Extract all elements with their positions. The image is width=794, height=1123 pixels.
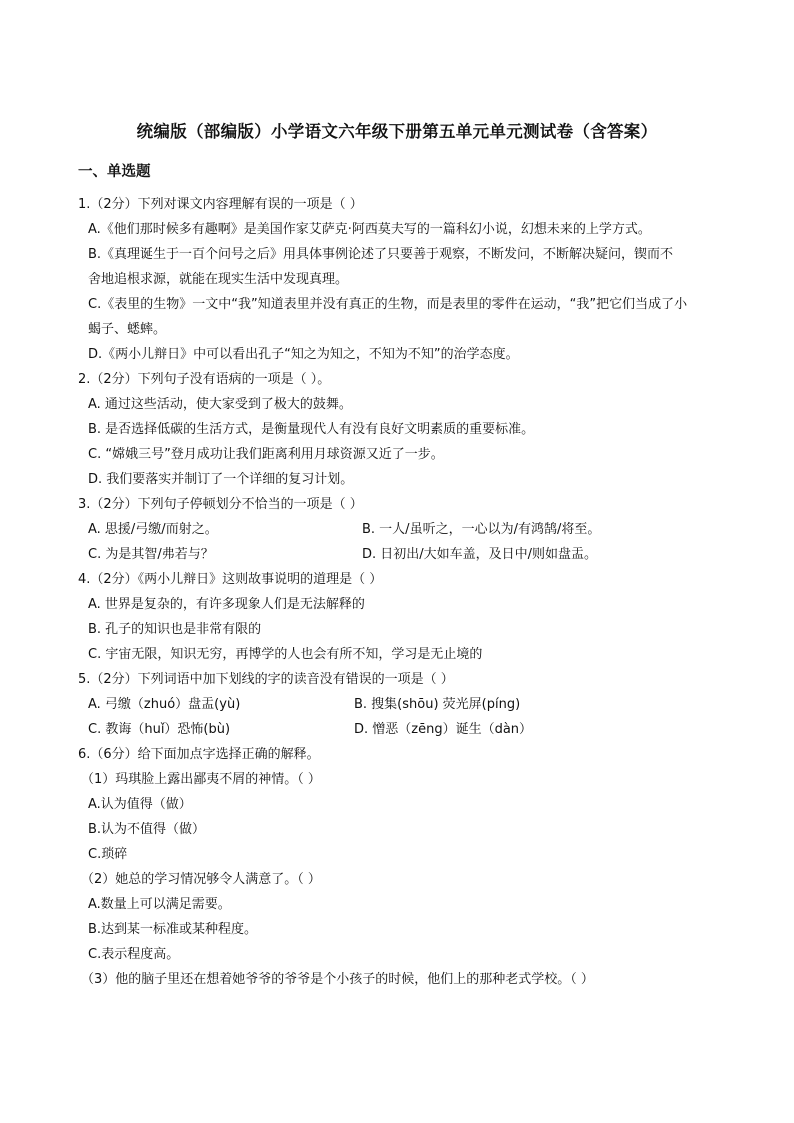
question-5-option-b: B. 搜集(shōu) 荧光屏(píng) [354,697,521,712]
question-1-option-b-continued: 舍地追根求源，就能在现实生活中发现真理。 [88,272,349,287]
question-3-stem: 3.（2分）下列句子停顿划分不恰当的一项是（ ） [78,497,363,512]
question-1-option-d: D.《两小儿辩日》中可以看出孔子“知之为知之，不知为不知”的治学态度。 [88,347,519,362]
question-6-stem: 6.（6分）给下面加点字选择正确的解释。 [78,747,320,762]
section-heading: 一、单选题 [78,164,151,180]
question-4-option-c: C. 宇宙无限，知识无穷，再博学的人也会有所不知，学习是无止境的 [88,647,483,662]
question-6-sub-1: （1）玛琪脸上露出鄙夷不屑的神情。（ ） [81,772,321,787]
question-2-option-b: B. 是否选择低碳的生活方式，是衡量现代人有没有良好文明素质的重要标准。 [88,422,535,437]
question-4-stem: 4.（2分）《两小儿辩日》这则故事说明的道理是（ ） [78,572,383,587]
question-5-options-row-2 [78,717,718,742]
question-1-option-b: B.《真理诞生于一百个问号之后》用具体事例论述了只要善于观察，不断发问，不断解决疑问，锲而不 [88,247,674,262]
question-2-option-c: C. “嫦娥三号”登月成功让我们距离利用月球资源又近了一步。 [88,447,444,462]
question-1-option-a: A.《他们那时候多有趣啊》是美国作家艾萨克·阿西莫夫写的一篇科幻小说，幻想未来的上学方式。 [88,222,651,237]
question-3-option-c: C. 为是其智/弗若与？ [88,547,214,562]
question-5-option-a: A. 弓缴（zhuó）盘盂(yù) [88,697,241,712]
question-3-options-row-2 [78,542,718,567]
question-2-option-d: D. 我们要落实并制订了一个详细的复习计划。 [88,472,354,487]
question-6-sub-1-option-c: C.琐碎 [88,847,128,862]
question-6-sub-2-option-a: A.数量上可以满足需要。 [88,897,231,912]
question-4-option-a: A. 世界是复杂的，有许多现象人们是无法解释的 [88,597,365,612]
question-6-sub-2-option-c: C.表示程度高。 [88,947,180,962]
question-4-option-b: B. 孔子的知识也是非常有限的 [88,622,262,637]
question-6-sub-2: （2）她总的学习情况够令人满意了。（ ） [81,872,321,887]
question-1-stem: 1.（2分）下列对课文内容理解有误的一项是（ ） [78,197,363,212]
question-5-options-row-1 [78,692,718,717]
question-2-option-a: A. 通过这些活动，使大家受到了极大的鼓舞。 [88,397,352,412]
question-5-stem: 5.（2分）下列词语中加下划线的字的读音没有错误的一项是（ ） [78,672,454,687]
question-6-sub-3: （3）他的脑子里还在想着她爷爷的爷爷是个小孩子的时候，他们上的那种老式学校。（ ） [81,972,594,987]
question-6-sub-1-option-b: B.认为不值得（做） [88,822,206,837]
question-3-options-row-1 [78,517,718,542]
question-1-option-c-continued: 蝎子、蟋蟀。 [88,322,167,337]
question-5-option-d: D. 憎恶（zēng）诞生（dàn） [354,722,533,737]
document-title: 统编版（部编版）小学语文六年级下册第五单元单元测试卷（含答案） [136,122,658,141]
question-3-option-b: B. 一人/虽听之，一心以为/有鸿鹄/将至。 [362,522,601,537]
question-6-sub-2-option-b: B.达到某一标准或某种程度。 [88,922,258,937]
question-6-sub-1-option-a: A.认为值得（做） [88,797,192,812]
question-1-option-c: C.《表里的生物》一文中“我”知道表里并没有真正的生物，而是表里的零件在运动，“我”把它们当成了小 [88,297,688,312]
question-2-stem: 2.（2分）下列句子没有语病的一项是（ ）。 [78,372,331,387]
question-5-option-c: C. 教诲（huǐ）恐怖(bù) [88,722,231,737]
question-3-option-d: D. 日初出/大如车盖，及日中/则如盘盂。 [362,547,598,562]
question-list [78,192,718,992]
question-3-option-a: A. 思援/弓缴/而射之。 [88,522,218,537]
